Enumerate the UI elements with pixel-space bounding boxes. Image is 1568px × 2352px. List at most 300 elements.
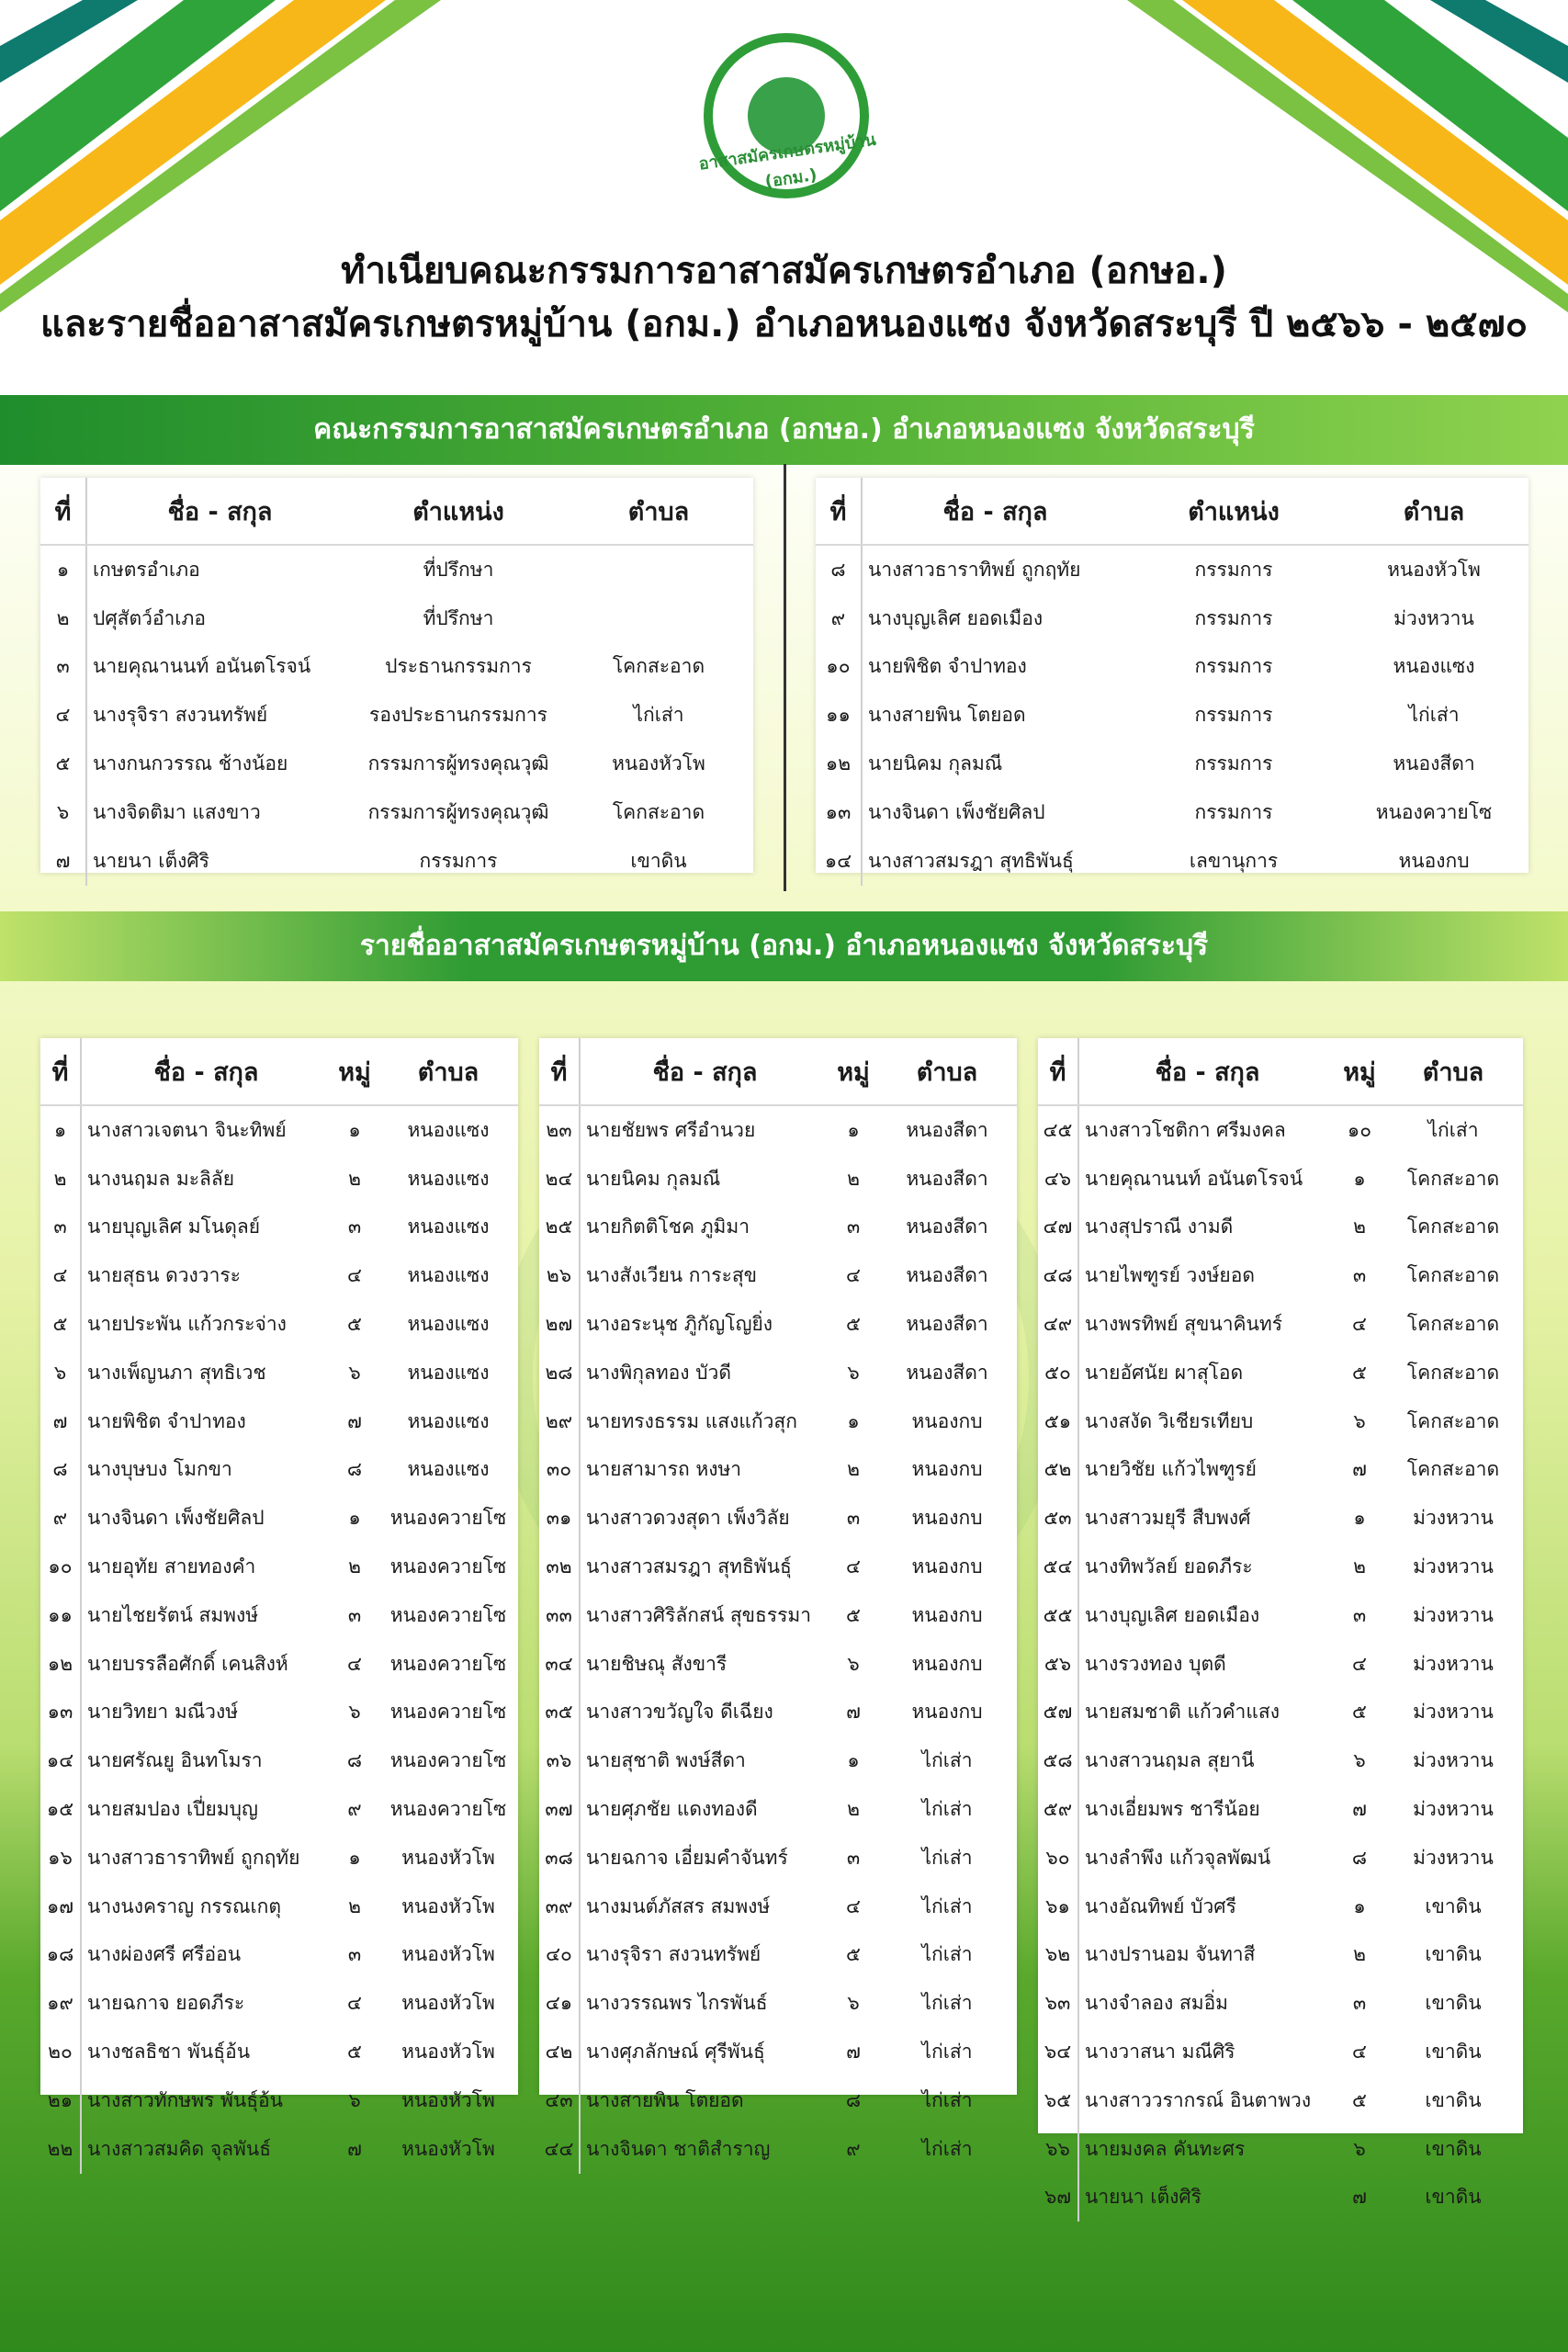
cell-name: นายชิษณุ สังขารี <box>586 1652 728 1675</box>
header-no: ที่ <box>1038 1038 1078 1105</box>
cell-no: ๓๘ <box>539 1834 580 1883</box>
cell-no: ๕๖ <box>1038 1640 1078 1689</box>
cell-moo: ๖ <box>1353 2137 1366 2160</box>
cell-name: นางชลธิชา พันธุ์อ้น <box>87 2041 251 2064</box>
cell-position: เลขานุการ <box>1189 849 1279 872</box>
cell-tambon: โคกสะอาด <box>1406 1361 1500 1384</box>
cell-name: นายบรรลือศักดิ์ เคนสิงห์ <box>87 1652 288 1675</box>
table-row <box>1038 1494 1523 1543</box>
volunteer-rows-1 <box>40 1105 518 2174</box>
cell-moo: ๘ <box>346 1458 363 1481</box>
cell-moo: ๔ <box>1352 2041 1367 2064</box>
cell-no: ๑๒ <box>816 740 862 788</box>
cell-moo: ๔ <box>846 1894 861 1917</box>
cell-moo: ๗ <box>347 1409 362 1432</box>
cell-tambon: โคกสะอาด <box>612 800 705 823</box>
cell-no: ๖๕ <box>1038 2076 1078 2125</box>
cell-position: กรรมการ <box>1194 800 1273 823</box>
cell-name: นางเอี่ยมพร ชารีน้อย <box>1085 1798 1260 1821</box>
table-row <box>40 643 753 692</box>
cell-no: ๘ <box>816 545 862 594</box>
cell-no: ๕๒ <box>1038 1446 1078 1495</box>
cell-moo: ๔ <box>846 1264 861 1287</box>
cell-name: นางสายพิน โตยอด <box>868 704 1026 727</box>
cell-moo: ๗ <box>347 2137 362 2160</box>
cell-tambon: เขาดิน <box>1425 2186 1482 2209</box>
cell-name: นายสมปอง เปี่ยมบุญ <box>87 1798 258 1821</box>
table-row <box>1038 1689 1523 1737</box>
table-row <box>539 1883 1017 1931</box>
table-row <box>539 1446 1017 1495</box>
cell-tambon: โคกสะอาด <box>1406 1409 1500 1432</box>
cell-moo: ๒ <box>348 1894 361 1917</box>
cell-moo: ๓ <box>846 1507 861 1530</box>
table-row <box>40 1251 518 1300</box>
cell-tambon: ไก่เส่า <box>921 1992 973 2015</box>
cell-tambon: หนองแซง <box>407 1118 490 1141</box>
header-moo: หมู่ <box>1336 1038 1383 1105</box>
cell-name: นางวาสนา มณีศิริ <box>1085 2041 1235 2064</box>
cell-no: ๑๑ <box>40 1591 81 1640</box>
cell-tambon: ม่วงหวาน <box>1413 1507 1494 1530</box>
cell-tambon: หนองแซง <box>407 1216 490 1238</box>
header-tambon: ตำบล <box>378 1038 518 1105</box>
cell-no: ๒๑ <box>40 2076 81 2125</box>
cell-moo: ๖ <box>1353 1749 1366 1772</box>
cell-tambon: ม่วงหวาน <box>1413 1846 1494 1869</box>
cell-name: นายพิชิต จำปาทอง <box>87 1409 246 1432</box>
cell-position: กรรมการ <box>1194 655 1273 678</box>
cell-tambon: ไก่เส่า <box>921 2137 973 2160</box>
cell-moo: ๗ <box>846 2041 861 2064</box>
cell-moo: ๘ <box>845 2088 862 2111</box>
table-row <box>1038 2174 1523 2222</box>
cell-no: ๔๑ <box>539 1979 580 2028</box>
cell-name: นายอัศนัย ผาสุโอด <box>1085 1361 1244 1384</box>
volunteer-rows-3 <box>1038 1105 1523 2222</box>
cell-name: นางปรานอม จันทาสี <box>1085 1943 1256 1966</box>
cell-no: ๕๗ <box>1038 1689 1078 1737</box>
cell-name: นายศรัณยู อินทโมรา <box>87 1749 263 1772</box>
cell-name: นางจินดา เพ็งชัยศิลป <box>868 800 1045 823</box>
cell-moo: ๒ <box>1353 1216 1366 1238</box>
cell-tambon <box>564 545 753 594</box>
cell-tambon: หนองสีดา <box>906 1216 988 1238</box>
cell-tambon: หนองกบ <box>911 1409 983 1432</box>
cell-name: นางสาวมยุรี สืบพงศ์ <box>1085 1507 1251 1530</box>
cell-name: นางสังเวียน การะสุข <box>586 1264 758 1287</box>
cell-tambon: หนองแซง <box>407 1167 490 1190</box>
table-row <box>1038 1883 1523 1931</box>
cell-moo: ๔ <box>347 1264 362 1287</box>
cell-moo: ๓ <box>347 1603 362 1626</box>
cell-name: นายฉกาจ เอี่ยมคำจันทร์ <box>586 1846 788 1869</box>
table-row <box>1038 2028 1523 2076</box>
cell-moo: ๕ <box>846 1943 861 1966</box>
table-row <box>40 1494 518 1543</box>
cell-name: นายศุภชัย แดงทองดี <box>586 1798 758 1821</box>
table-row <box>40 1446 518 1495</box>
cell-tambon: เขาดิน <box>1425 1943 1482 1966</box>
table-row <box>1038 1300 1523 1349</box>
cell-name: นายประพัน แก้วกระจ่าง <box>87 1313 287 1336</box>
cell-moo: ๒ <box>348 1167 361 1190</box>
cell-no: ๔๙ <box>1038 1300 1078 1349</box>
table-row <box>1038 1446 1523 1495</box>
table-row <box>40 1397 518 1446</box>
table-row <box>1038 1640 1523 1689</box>
cell-moo: ๕ <box>1352 2088 1367 2111</box>
table-row <box>539 1591 1017 1640</box>
cell-name: นายสมชาติ แก้วคำแสง <box>1085 1701 1280 1724</box>
cell-no: ๓ <box>40 1204 81 1252</box>
cell-name: นางสาวโชติกา ศรีมงคล <box>1085 1118 1286 1141</box>
table-row <box>40 1349 518 1397</box>
header-name: ชื่อ - สกุล <box>580 1038 829 1105</box>
table-row <box>539 1105 1017 1155</box>
cell-moo: ๕ <box>347 2041 362 2064</box>
committee-table-right <box>816 478 1529 873</box>
cell-no: ๓๐ <box>539 1446 580 1495</box>
table-row <box>539 2076 1017 2125</box>
cell-moo: ๖ <box>847 1652 860 1675</box>
cell-no: ๑๗ <box>40 1883 81 1931</box>
volunteer-table-2 <box>539 1038 1017 2160</box>
cell-tambon: หนองหัวโพ <box>401 2137 495 2160</box>
cell-no: ๑๓ <box>40 1689 81 1737</box>
cell-tambon: ม่วงหวาน <box>1413 1749 1494 1772</box>
cell-moo: ๑ <box>348 1846 361 1869</box>
table-row <box>1038 2076 1523 2125</box>
cell-no: ๑๓ <box>816 788 862 837</box>
table-row <box>40 2076 518 2125</box>
volunteer-rows-2 <box>539 1105 1017 2174</box>
cell-moo: ๘ <box>1351 1846 1368 1869</box>
cell-position: กรรมการ <box>1194 606 1273 629</box>
cell-moo: ๓ <box>846 1846 861 1869</box>
header-name: ชื่อ - สกุล <box>1078 1038 1336 1105</box>
cell-no: ๒๘ <box>539 1349 580 1397</box>
table-row <box>816 740 1529 788</box>
table-row <box>40 545 753 594</box>
cell-no: ๔๒ <box>539 2028 580 2076</box>
cell-tambon: เขาดิน <box>1425 1894 1482 1917</box>
cell-moo: ๔ <box>347 1992 362 2015</box>
cell-moo: ๗ <box>1352 1458 1367 1481</box>
cell-tambon: ม่วงหวาน <box>1393 606 1474 629</box>
cell-name: นางอัณทิพย์ บัวศรี <box>1085 1894 1236 1917</box>
cell-tambon: หนองสีดา <box>906 1264 988 1287</box>
cell-tambon: ไก่เส่า <box>921 2041 973 2064</box>
cell-moo: ๑ <box>348 1507 361 1530</box>
cell-name: นางสุปราณี งามดี <box>1085 1216 1234 1238</box>
cell-moo: ๒ <box>1353 1555 1366 1578</box>
table-row <box>40 1155 518 1204</box>
cell-no: ๒๐ <box>40 2028 81 2076</box>
cell-name: นายนา เต็งศิริ <box>1085 2186 1201 2209</box>
cell-no: ๙ <box>816 594 862 643</box>
cell-no: ๕๙ <box>1038 1785 1078 1834</box>
header-name: ชื่อ - สกุล <box>862 478 1128 545</box>
cell-no: ๑๒ <box>40 1640 81 1689</box>
table-row <box>1038 2125 1523 2174</box>
table-row <box>1038 1785 1523 1834</box>
cell-moo: ๖ <box>348 1701 361 1724</box>
cell-moo: ๖ <box>348 2088 361 2111</box>
cell-tambon: ไก่เส่า <box>921 1846 973 1869</box>
cell-moo: ๗ <box>1352 2186 1367 2209</box>
cell-no: ๕ <box>40 1300 81 1349</box>
table-row <box>1038 1204 1523 1252</box>
cell-no: ๑ <box>40 545 86 594</box>
cell-name: นายพิชิต จำปาทอง <box>868 655 1027 678</box>
cell-no: ๑๐ <box>40 1543 81 1591</box>
table-row <box>40 1640 518 1689</box>
cell-name: นางนงคราญ กรรณเกตุ <box>87 1894 281 1917</box>
cell-no: ๒๔ <box>539 1155 580 1204</box>
header-no: ที่ <box>816 478 862 545</box>
cell-tambon: หนองแซง <box>407 1264 490 1287</box>
cell-position: รองประธานกรรมการ <box>369 704 547 727</box>
cell-name: นายวิทยา มณีวงษ์ <box>87 1701 239 1724</box>
cell-name: นางสาวดวงสุดา เพ็งวิลัย <box>586 1507 790 1530</box>
cell-moo: ๙ <box>846 2137 861 2160</box>
header-tambon: ตำบล <box>1339 478 1529 545</box>
cell-no: ๒๕ <box>539 1204 580 1252</box>
cell-name: นางสาวสมรฎา สุทธิพันธุ์ <box>586 1555 792 1578</box>
column-divider <box>784 464 786 891</box>
table-row <box>539 1785 1017 1834</box>
cell-name: นางบุญเลิศ ยอดเมือง <box>868 606 1043 629</box>
cell-tambon: ม่วงหวาน <box>1413 1603 1494 1626</box>
table-row <box>40 1105 518 1155</box>
cell-name: นายทรงธรรม แสงแก้วสุก <box>586 1409 797 1432</box>
header-moo: หมู่ <box>829 1038 877 1105</box>
table-row <box>40 1785 518 1834</box>
cell-no: ๔๘ <box>1038 1251 1078 1300</box>
cell-moo: ๓ <box>846 1216 861 1238</box>
cell-position: ประธานกรรมการ <box>385 655 532 678</box>
header-tambon: ตำบล <box>877 1038 1017 1105</box>
cell-moo: ๖ <box>847 1992 860 2015</box>
table-row <box>40 1979 518 2028</box>
table-row <box>539 1204 1017 1252</box>
cell-moo: ๓ <box>1352 1992 1367 2015</box>
cell-tambon: ไก่เส่า <box>1427 1118 1479 1141</box>
cell-no: ๒ <box>40 1155 81 1204</box>
cell-name: นางพิกุลทอง บัวดี <box>586 1361 731 1384</box>
cell-tambon: หนองกบ <box>911 1652 983 1675</box>
table-row <box>40 594 753 643</box>
cell-name: นางสาวธาราทิพย์ ถูกฤทัย <box>868 558 1081 581</box>
cell-no: ๖๔ <box>1038 2028 1078 2076</box>
cell-no: ๑๑ <box>816 691 862 740</box>
cell-no: ๒๒ <box>40 2125 81 2174</box>
header-tambon: ตำบล <box>1383 1038 1523 1105</box>
cell-tambon: ม่วงหวาน <box>1413 1652 1494 1675</box>
page-title-line-1: ทำเนียบคณะกรรมการอาสาสมัครเกษตรอำเภอ (อกษอ.) <box>341 250 1227 292</box>
cell-name: นางสาวสมรฎา สุทธิพันธุ์ <box>868 849 1074 872</box>
cell-no: ๓๒ <box>539 1543 580 1591</box>
cell-tambon: หนองกบ <box>911 1458 983 1481</box>
table-row <box>539 1349 1017 1397</box>
table-row <box>539 2028 1017 2076</box>
cell-tambon: หนองควายโซ <box>389 1555 507 1578</box>
table-row <box>539 1979 1017 2028</box>
cell-no: ๓๗ <box>539 1785 580 1834</box>
cell-tambon: เขาดิน <box>1425 2088 1482 2111</box>
cell-moo: ๒ <box>1353 1943 1366 1966</box>
table-row <box>816 594 1529 643</box>
cell-no: ๔๗ <box>1038 1204 1078 1252</box>
cell-no: ๑ <box>40 1105 81 1155</box>
cell-name: นางสาวธาราทิพย์ ถูกฤทัย <box>87 1846 300 1869</box>
cell-name: นางอระนุช ภูิกัญโญยิ่ง <box>586 1313 773 1336</box>
cell-moo: ๑๐ <box>1347 1118 1372 1141</box>
cell-name: นางวรรณพร ไกรพันธ์ <box>586 1992 768 2015</box>
cell-tambon: หนองแซง <box>407 1458 490 1481</box>
cell-tambon: โคกสะอาด <box>1406 1167 1500 1190</box>
cell-tambon: โคกสะอาด <box>612 655 705 678</box>
cell-name: นายนา เต็งศิริ <box>93 849 209 872</box>
cell-name: นายกิตติโชค ภูมิมา <box>586 1216 750 1238</box>
cell-name: นายนิคม กุลมณี <box>586 1167 721 1190</box>
header-position: ตำแหน่ง <box>353 478 564 545</box>
cell-moo: ๖ <box>847 1361 860 1384</box>
cell-name: นางสาวสมคิด จุลพันธ์ <box>87 2137 272 2160</box>
cell-name: ปศุสัตว์อำเภอ <box>93 606 206 629</box>
cell-moo: ๖ <box>348 1361 361 1384</box>
cell-name: นายสุชาติ พงษ์สีดา <box>586 1749 746 1772</box>
table-row <box>1038 1105 1523 1155</box>
cell-no: ๓๖ <box>539 1736 580 1785</box>
cell-name: นายนิคม กุลมณี <box>868 752 1003 775</box>
table-row <box>40 1300 518 1349</box>
cell-tambon: หนองควายโซ <box>389 1603 507 1626</box>
header-position: ตำแหน่ง <box>1128 478 1339 545</box>
cell-name: นางจินดา ชาติสำราญ <box>586 2137 771 2160</box>
cell-moo: ๑ <box>1353 1507 1366 1530</box>
cell-no: ๖ <box>40 1349 81 1397</box>
cell-position: ที่ปรึกษา <box>423 606 494 629</box>
cell-moo: ๕ <box>347 1313 362 1336</box>
cell-no: ๒๓ <box>539 1105 580 1155</box>
table-row <box>40 2028 518 2076</box>
cell-name: นางสาวขวัญใจ ดีเฉียง <box>586 1701 773 1724</box>
cell-name: นางรุจิรา สงวนทรัพย์ <box>93 704 268 727</box>
committee-left-rows <box>40 545 753 886</box>
table-row <box>1038 1251 1523 1300</box>
cell-tambon: หนองหัวโพ <box>401 1894 495 1917</box>
cell-no: ๗ <box>40 837 86 886</box>
cell-name: นางจิดติมา แสงขาว <box>93 800 261 823</box>
cell-moo: ๑ <box>348 1118 361 1141</box>
cell-no: ๕๔ <box>1038 1543 1078 1591</box>
cell-moo: ๑ <box>847 1749 860 1772</box>
cell-name: นางบุญเลิศ ยอดเมือง <box>1085 1603 1260 1626</box>
table-row <box>40 740 753 788</box>
cell-name: นางสาวศิริลักสน์ สุขธรรมา <box>586 1603 812 1626</box>
cell-no: ๒๗ <box>539 1300 580 1349</box>
cell-position: กรรมการ <box>419 849 498 872</box>
cell-tambon: หนองหัวโพ <box>401 2088 495 2111</box>
table-row <box>1038 1834 1523 1883</box>
cell-tambon: ไก่เส่า <box>633 704 684 727</box>
cell-no: ๕๑ <box>1038 1397 1078 1446</box>
cell-name: นางสาวเจตนา จินะทิพย์ <box>87 1118 287 1141</box>
cell-no: ๔ <box>40 691 86 740</box>
cell-tambon: หนองควายโซ <box>389 1507 507 1530</box>
cell-tambon: หนองสีดา <box>1393 752 1475 775</box>
cell-no: ๓๔ <box>539 1640 580 1689</box>
cell-no: ๔๓ <box>539 2076 580 2125</box>
cell-tambon: หนองแซง <box>1393 655 1475 678</box>
cell-name: นายคุณานนท์ อนันตโรจน์ <box>1085 1167 1303 1190</box>
cell-no: ๔๔ <box>539 2125 580 2174</box>
cell-name: เกษตรอำเภอ <box>93 558 200 581</box>
cell-tambon: หนองควายโซ <box>389 1749 507 1772</box>
cell-no: ๓๕ <box>539 1689 580 1737</box>
header-name: ชื่อ - สกุล <box>81 1038 331 1105</box>
cell-tambon: โคกสะอาด <box>1406 1313 1500 1336</box>
cell-tambon: ไก่เส่า <box>1408 704 1460 727</box>
cell-name: นายคุณานนท์ อนันตโรจน์ <box>93 655 311 678</box>
cell-tambon: หนองกบ <box>911 1603 983 1626</box>
cell-name: นางพรทิพย์ สุขนาคินทร์ <box>1085 1313 1283 1336</box>
cell-moo: ๑ <box>1353 1894 1366 1917</box>
cell-moo: ๗ <box>846 1701 861 1724</box>
cell-moo: ๓ <box>347 1216 362 1238</box>
cell-tambon: หนองแซง <box>407 1361 490 1384</box>
cell-moo: ๒ <box>847 1798 860 1821</box>
cell-tambon: หนองกบ <box>911 1701 983 1724</box>
cell-tambon: ไก่เส่า <box>921 1749 973 1772</box>
cell-moo: ๕ <box>1352 1701 1367 1724</box>
cell-no: ๒๙ <box>539 1397 580 1446</box>
cell-no: ๖๓ <box>1038 1979 1078 2028</box>
cell-tambon: ไก่เส่า <box>921 1894 973 1917</box>
cell-moo: ๗ <box>1352 1798 1367 1821</box>
cell-name: นางทิพวัลย์ ยอดภีระ <box>1085 1555 1253 1578</box>
cell-tambon: โคกสะอาด <box>1406 1458 1500 1481</box>
table-row <box>816 788 1529 837</box>
cell-position: กรรมการผู้ทรงคุณวุฒิ <box>367 752 549 775</box>
table-row <box>539 1397 1017 1446</box>
header-no: ที่ <box>539 1038 580 1105</box>
cell-tambon: หนองสีดา <box>906 1313 988 1336</box>
cell-name: นางบุษบง โมกขา <box>87 1458 232 1481</box>
table-row <box>40 788 753 837</box>
table-row <box>539 1640 1017 1689</box>
table-row <box>816 691 1529 740</box>
cell-name: นายสุธน ดวงวาระ <box>87 1264 241 1287</box>
table-row <box>40 1931 518 1980</box>
cell-moo: ๔ <box>846 1555 861 1578</box>
cell-name: นายอุทัย สายทองคำ <box>87 1555 256 1578</box>
table-row <box>1038 1543 1523 1591</box>
cell-tambon: หนองควายโซ <box>389 1652 507 1675</box>
cell-name: นางจินดา เพ็งชัยศิลป <box>87 1507 265 1530</box>
cell-no: ๘ <box>40 1446 81 1495</box>
cell-tambon: หนองสีดา <box>906 1361 988 1384</box>
cell-moo: ๒ <box>348 1555 361 1578</box>
cell-no: ๖๒ <box>1038 1931 1078 1980</box>
cell-no: ๔๖ <box>1038 1155 1078 1204</box>
cell-tambon <box>564 594 753 643</box>
table-row <box>40 691 753 740</box>
cell-no: ๙ <box>40 1494 81 1543</box>
cell-moo: ๘ <box>346 1749 363 1772</box>
